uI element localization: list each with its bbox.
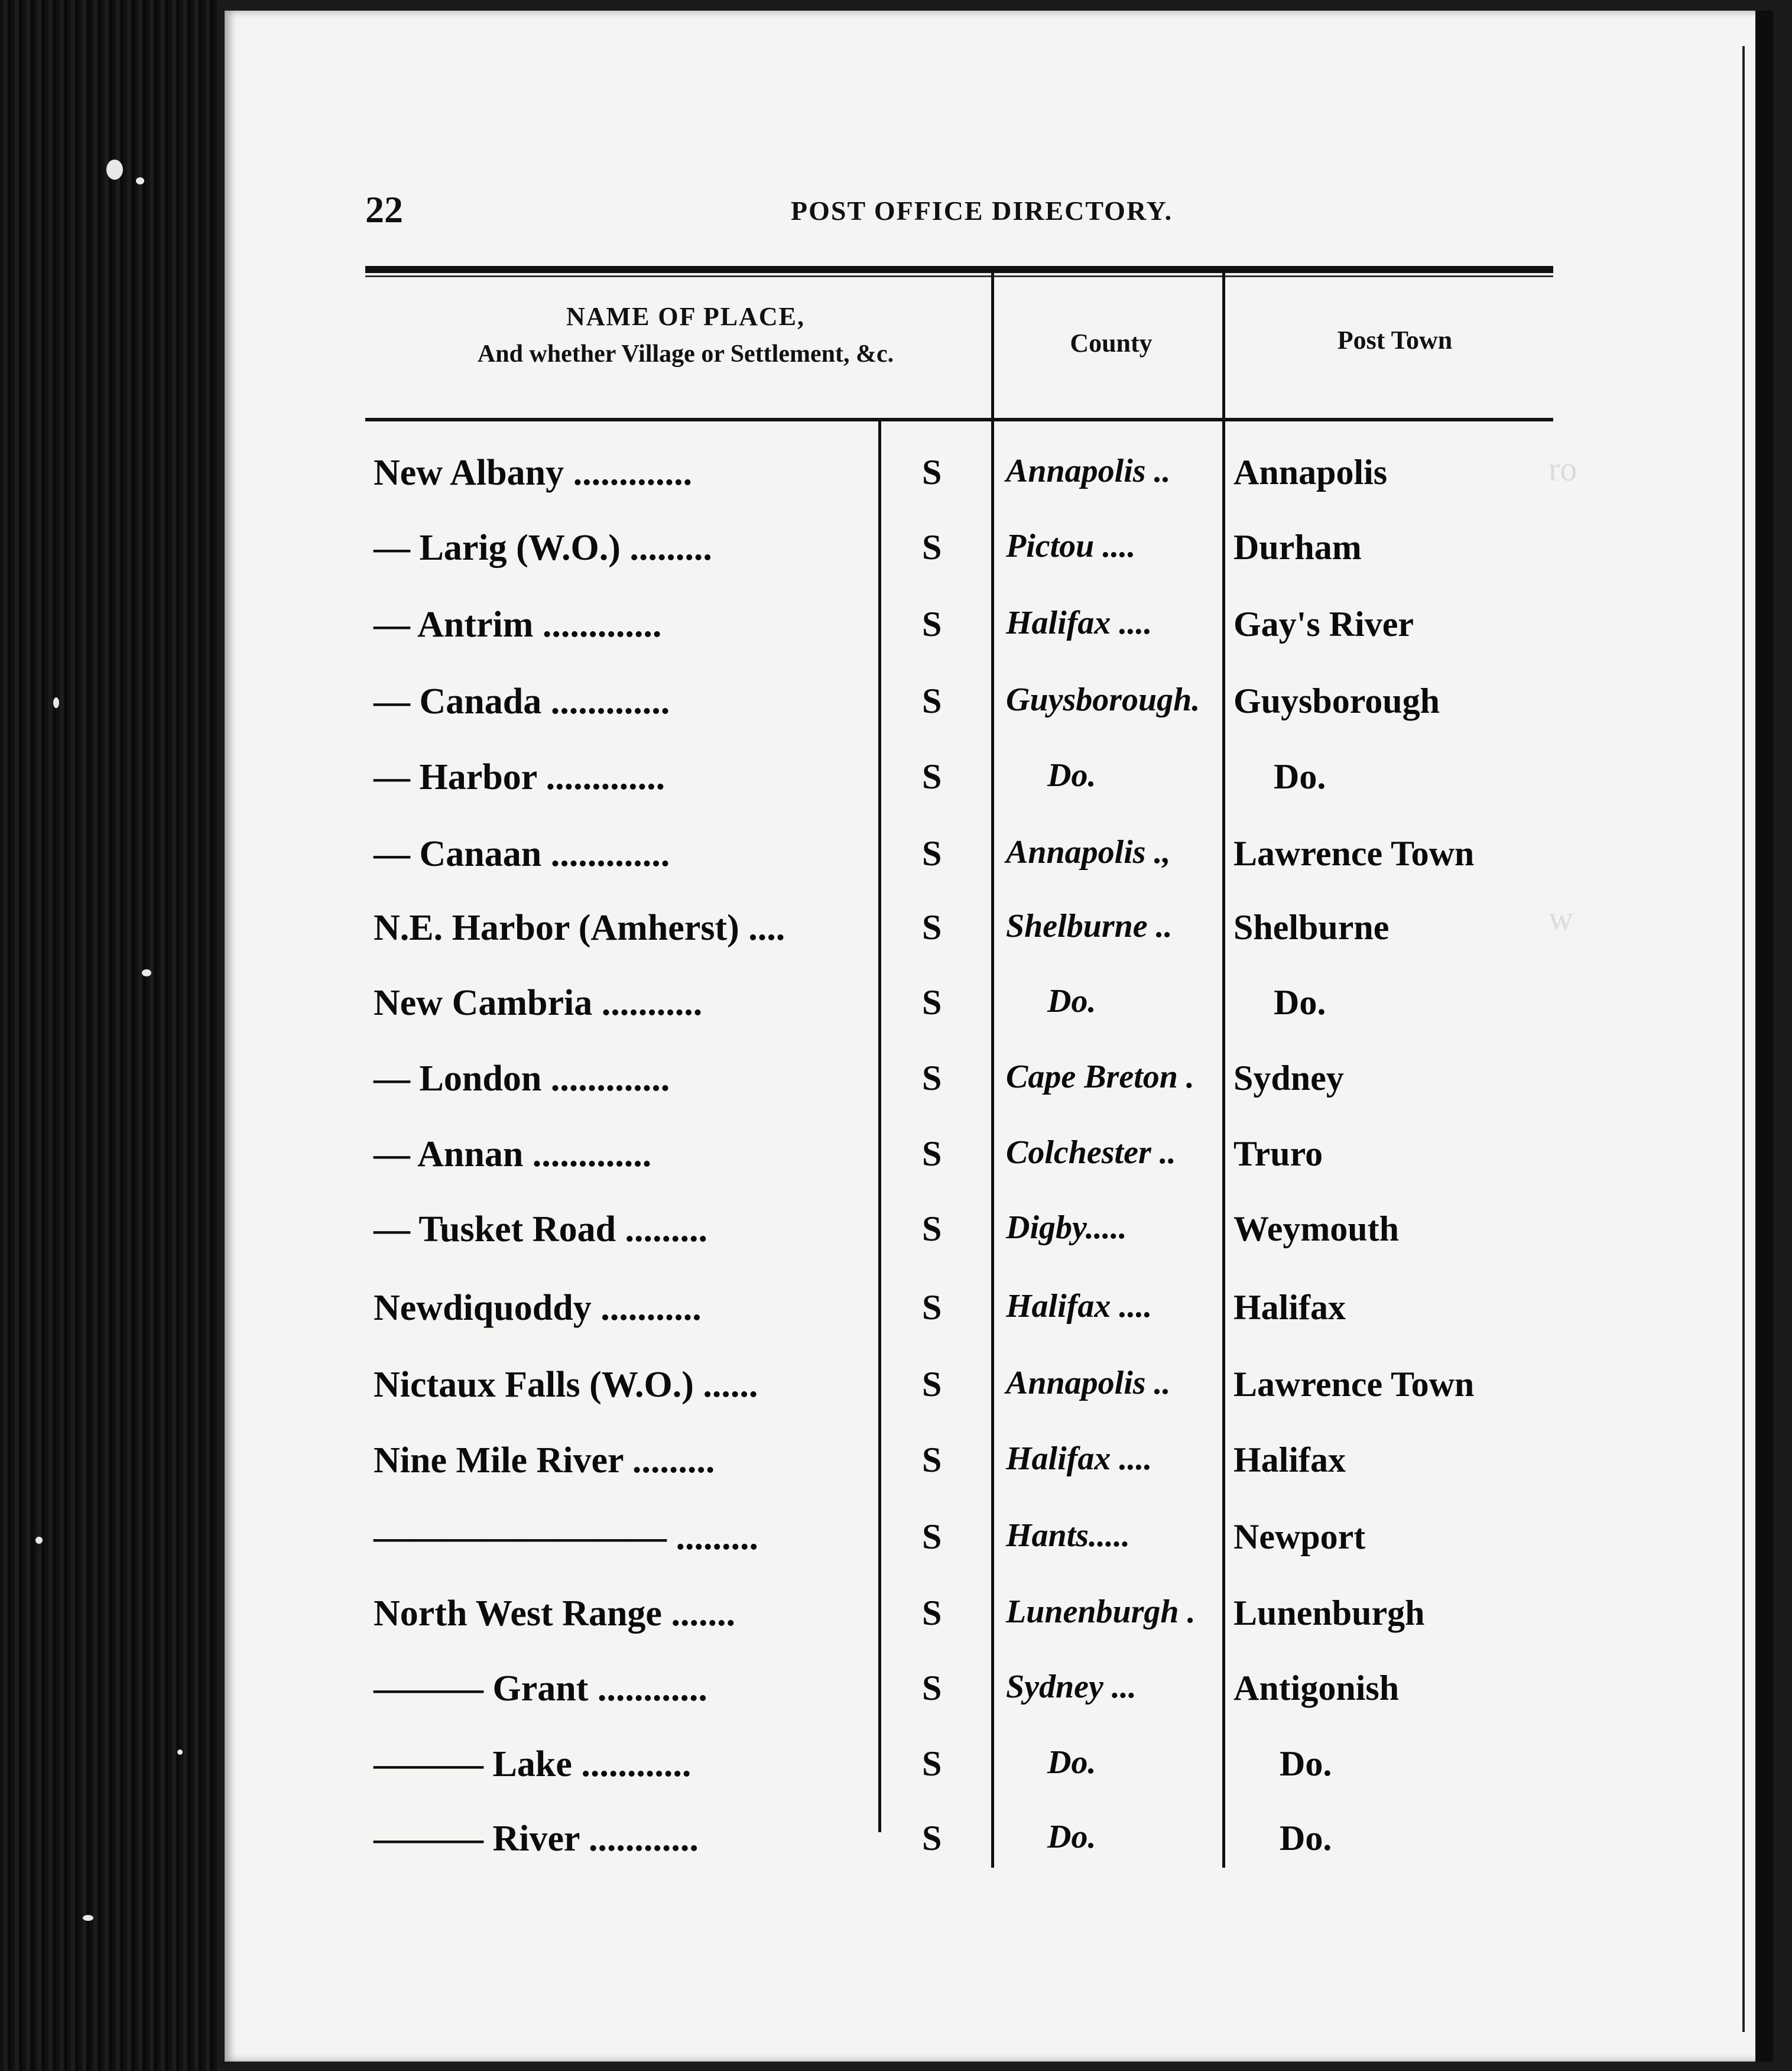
dust-speck xyxy=(106,160,123,180)
county: Lunenburgh . xyxy=(1006,1593,1196,1630)
place-name: ———————— ......... xyxy=(374,1517,758,1557)
dust-speck xyxy=(142,969,151,976)
county: Colchester .. xyxy=(1006,1134,1176,1171)
county: Shelburne .. xyxy=(1006,908,1173,944)
name-column-header xyxy=(378,301,993,368)
running-title: POST OFFICE DIRECTORY. xyxy=(791,196,1173,226)
bleed-through-text: ro xyxy=(1548,450,1577,488)
county: Annapolis .. xyxy=(1006,1365,1171,1401)
post-town: Do. xyxy=(1274,757,1326,796)
settlement-type: S xyxy=(922,1517,942,1556)
place-name: ——— Grant ............ xyxy=(374,1669,707,1709)
name-header-line2: And whether Village or Settlement, &c. xyxy=(477,340,894,368)
place-name: New Cambria ........... xyxy=(374,983,703,1023)
county: Do. xyxy=(1047,757,1096,794)
post-town: Sydney xyxy=(1233,1059,1344,1098)
bleed-through-text: w xyxy=(1548,899,1573,937)
dust-speck xyxy=(35,1537,43,1544)
place-name: Nictaux Falls (W.O.) ...... xyxy=(374,1365,758,1405)
county: Sydney ... xyxy=(1006,1669,1137,1705)
post-town: Weymouth xyxy=(1233,1209,1400,1248)
settlement-type: S xyxy=(922,1288,942,1327)
post-town: Halifax xyxy=(1233,1440,1346,1479)
county: Guysborough. xyxy=(1006,681,1200,718)
settlement-type: S xyxy=(922,1209,942,1248)
post-town: Do. xyxy=(1280,1744,1332,1783)
place-name: — Harbor ............. xyxy=(374,757,665,797)
county: Hants..... xyxy=(1006,1517,1131,1554)
post-town-column-header: Post Town xyxy=(1337,326,1453,355)
column-header-rule xyxy=(365,418,1553,421)
column-divider-county xyxy=(1222,272,1225,1868)
place-name: ——— River ............ xyxy=(374,1819,699,1859)
post-town: Gay's River xyxy=(1233,605,1414,644)
settlement-type: S xyxy=(922,983,942,1022)
county: Annapolis .. xyxy=(1006,453,1171,489)
county: Annapolis ., xyxy=(1006,834,1171,871)
page-edge-line xyxy=(1742,46,1745,2032)
settlement-type: S xyxy=(922,681,942,720)
scanner-margin xyxy=(0,0,219,2071)
dust-speck xyxy=(177,1749,183,1755)
post-town: Do. xyxy=(1274,983,1326,1022)
settlement-type: S xyxy=(922,453,942,492)
post-town: Annapolis xyxy=(1233,453,1388,492)
place-name: — Canada ............. xyxy=(374,681,670,722)
place-name: N.E. Harbor (Amherst) .... xyxy=(374,908,785,948)
settlement-type: S xyxy=(922,1819,942,1858)
settlement-type: S xyxy=(922,1744,942,1783)
header-rule xyxy=(365,266,1553,273)
place-name: Nine Mile River ......... xyxy=(374,1440,715,1481)
page-number: 22 xyxy=(365,189,403,231)
place-name: — Canaan ............. xyxy=(374,834,670,874)
settlement-type: S xyxy=(922,605,942,644)
settlement-type: S xyxy=(922,528,942,567)
post-town: Shelburne xyxy=(1233,908,1390,947)
settlement-type: S xyxy=(922,1365,942,1404)
county: Halifax .... xyxy=(1006,1288,1153,1325)
settlement-type: S xyxy=(922,1440,942,1479)
place-name: — Larig (W.O.) ......... xyxy=(374,528,712,568)
post-town: Lawrence Town xyxy=(1233,834,1475,873)
settlement-type: S xyxy=(922,908,942,947)
place-name: New Albany ............. xyxy=(374,453,693,493)
header-rule-thin xyxy=(365,275,1553,277)
post-town: Halifax xyxy=(1233,1288,1346,1327)
settlement-type: S xyxy=(922,834,942,873)
county: Pictou .... xyxy=(1006,528,1136,564)
column-divider-type xyxy=(991,272,994,1868)
post-town: Do. xyxy=(1280,1819,1332,1858)
column-divider-name xyxy=(878,420,881,1832)
county: Do. xyxy=(1047,1819,1096,1855)
post-town: Lawrence Town xyxy=(1233,1365,1475,1404)
county: Digby..... xyxy=(1006,1209,1127,1246)
post-town: Antigonish xyxy=(1233,1669,1400,1708)
post-town: Lunenburgh xyxy=(1233,1593,1425,1632)
settlement-type: S xyxy=(922,1059,942,1098)
place-name: Newdiquoddy ........... xyxy=(374,1288,702,1328)
place-name: — Antrim ............. xyxy=(374,605,662,645)
county: Halifax .... xyxy=(1006,605,1153,641)
place-name: North West Range ....... xyxy=(374,1593,735,1634)
post-town: Newport xyxy=(1233,1517,1366,1556)
county: Halifax .... xyxy=(1006,1440,1153,1477)
dust-speck xyxy=(136,177,144,184)
place-name: — Annan ............. xyxy=(374,1134,652,1174)
page-edge-shadow xyxy=(1755,11,1773,2062)
settlement-type: S xyxy=(922,757,942,796)
county: Do. xyxy=(1047,1744,1096,1781)
settlement-type: S xyxy=(922,1134,942,1173)
dust-speck xyxy=(53,697,59,708)
post-town: Durham xyxy=(1233,528,1362,567)
dust-speck xyxy=(83,1915,93,1921)
post-town: Guysborough xyxy=(1233,681,1440,720)
place-name: — London ............. xyxy=(374,1059,670,1099)
name-header-line1: NAME OF PLACE, xyxy=(566,302,806,331)
place-name: — Tusket Road ......... xyxy=(374,1209,708,1249)
county: Do. xyxy=(1047,983,1096,1020)
county-column-header: County xyxy=(1070,329,1153,358)
post-town: Truro xyxy=(1233,1134,1323,1173)
county: Cape Breton . xyxy=(1006,1059,1194,1095)
place-name: ——— Lake ............ xyxy=(374,1744,692,1784)
settlement-type: S xyxy=(922,1669,942,1708)
settlement-type: S xyxy=(922,1593,942,1632)
